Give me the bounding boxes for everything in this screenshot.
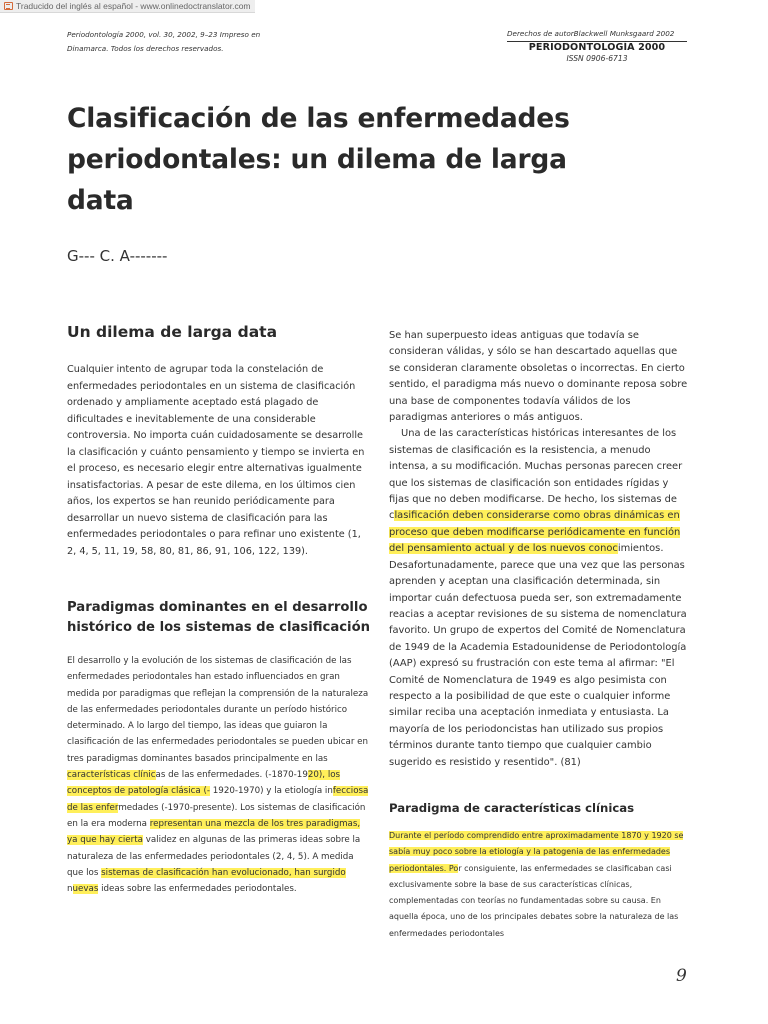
translator-icon	[4, 2, 13, 10]
issn: ISSN 0906-6713	[566, 54, 628, 63]
translator-banner-text[interactable]: Traducido del inglés al español - www.onlinedoctranslator.com	[16, 1, 251, 11]
highlight: fecciosa de las enfer	[67, 786, 369, 813]
page-number: 9	[676, 966, 687, 986]
text-run: r consiguiente, las enfermedades se clasificaban casi exclusivamente sobre la base de sus características clínicas, complementadas con teorías no fundamentadas sobre su causa. En aquella época, uno de los principales debates sobre la naturaleza de las enfermedades periodontales	[389, 863, 679, 938]
translator-banner[interactable]	[0, 0, 255, 13]
text-run: El desarrollo y la evolución de los sistemas de clasificación de las enfermedades periodontales han estado influenciados en gran medida por paradigmas que reflejan la comprensión de la naturaleza de las enfermedades periodontales durante un período histórico determinado. A lo largo del tiempo, las ideas que guiaron la clasificación de las enfermedades periodontales se pueden ubicar en tres paradigmas dominantes basados principalmente en las	[67, 656, 369, 764]
paradigms-paragraph	[67, 653, 372, 897]
highlight: características clínic	[67, 770, 156, 781]
text-run: Una de las características históricas interesantes de los sistemas de clasificación es la resistencia, a menudo intensa, a su modificación. Muchas personas parecen creer que los sistemas de clasificación son entidades rígidas y fijas que no deben modificarse. De hecho, los sistemas de c	[389, 428, 683, 522]
text-run: imientos. Desafortunadamente, parece que una vez que las personas aprenden y aceptan una clasificación determinada, sin importar cuán defectuosa pueda ser, son extremadamente reacias a aceptar revisiones de su sistema de nomenclatura favorito. Un grupo de expertos del Comité de Nomenclatura de 1949 de la Academia Estadounidense de Periodontología (AAP) expresó su frustración con este tema al afirmar: "El Comité de Nomenclatura de 1949 es algo pesimista con respecto a la posibilidad de que este o cualquier informe similar reciba una aceptación inmediata y entusiasta. La mayoría de los periodoncistas han utilizado sus propios términos durante tanto tiempo que cualquier cambio sugerido es resistido y resentido". (81)	[389, 543, 687, 768]
section-heading-intro: Un dilema de larga data	[67, 323, 278, 341]
section-heading-paradigms: Paradigmas dominantes en el desarrollo histórico de los sistemas de clasificación	[67, 600, 371, 635]
text-run: as de las enfermedades. (-1870-19	[155, 770, 308, 781]
history-paragraph	[389, 426, 690, 771]
journal-name: PERIODONTOLOGÍA 2000	[528, 42, 666, 53]
section-heading-clinical: Paradigma de características clínicas	[389, 800, 635, 815]
citation-line-2: Dinamarca. Todos los derechos reservados.	[67, 44, 224, 53]
citation-line-1: Periodontología 2000, vol. 30, 2002, 9–23 Impreso en	[67, 30, 261, 39]
intro-paragraph: Cualquier intento de agrupar toda la constelación de enfermedades periodontales en un sistema de clasificación ordenado y ampliamente aceptado está plagado de dificultades e inevitablemente de una considerable controversia. No importa cuán cuidadosamente se desarrolle la clasificación y cuánto pensamiento y tiempo se invierta en el proceso, es necesario elegir entre alternativas igualmente insatisfactorias. A pesar de este dilema, en los últimos cien años, los expertos se han reunido periódicamente para desarrollar un nuevo sistema de clasificación para las enfermedades periodontales o para refinar uno existente (1, 2, 4, 5, 11, 19, 58, 80, 81, 86, 91, 106, 122, 139).	[67, 364, 365, 557]
right-column	[389, 328, 690, 942]
clinical-paragraph	[389, 828, 690, 942]
text-run: ideas sobre las enfermedades periodontales.	[98, 884, 297, 895]
highlight: lasificación deben considerarse como obras dinámicas en proceso que deben modificarse periódicamente en función del pensamiento actual y de los nuevos conoc	[389, 510, 681, 555]
highlight: Durante el período comprendido entre aproximadamente 1870 y 1920 se sabía muy poco sobre la etiología y la patogenia de las enfermedades periodontales. Po	[389, 830, 684, 873]
highlight: surgido	[313, 867, 346, 878]
journal-header	[507, 28, 687, 64]
highlight: uevas	[72, 884, 99, 895]
text-run: validez en algunas de las primeras ideas sobre la naturaleza de las enfermedades periodontales (2, 4, 5). A medida que los	[67, 835, 361, 878]
overlap-paragraph: Se han superpuesto ideas antiguas que todavía se consideran válidas, y sólo se han descartado aquellas que se consideran claramente obsoletas o incorrectas. En cierto sentido, el paradigma más nuevo o dominante reposa sobre una base de componentes todavía válidos de los paradigmas anteriores o más antiguos.	[389, 330, 688, 424]
text-run: n	[67, 884, 73, 895]
copyright-notice: Derechos de autorBlackwell Munksgaard 2002	[507, 29, 675, 38]
text-run: medades (-1970-presente). Los sistemas de clasificación en la era moderna	[67, 802, 366, 829]
article-authors: G--- C. A-------	[67, 247, 168, 265]
article-title: Clasificación de las enfermedades periodontales: un dilema de larga data	[67, 103, 570, 216]
highlight: 20), los conceptos de patología clásica (-	[67, 770, 341, 797]
highlight: representan una mezcla de los tres paradigmas, ya que hay cierta	[67, 818, 361, 846]
citation-header	[67, 28, 267, 56]
text-run: 1920-1970) y la etiología in	[212, 786, 333, 797]
left-column	[67, 322, 372, 897]
highlight: sistemas de clasificación han evolucionado, han	[101, 867, 314, 878]
